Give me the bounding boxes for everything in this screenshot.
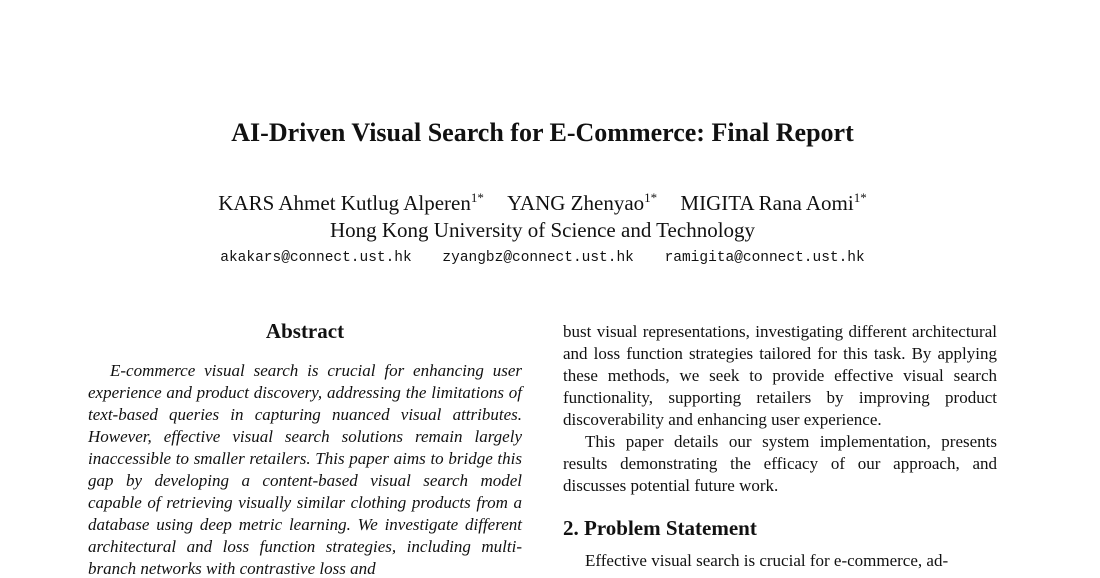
author-kars [218, 189, 484, 217]
section-heading-problem-statement: 2. Problem Statement [563, 516, 757, 540]
author-migita [680, 189, 866, 217]
author-list [0, 189, 1085, 217]
right-column [563, 321, 997, 572]
abstract-heading: Abstract [265, 319, 345, 343]
author-name: MIGITA Rana Aomi [680, 191, 854, 215]
author-mark: 1* [853, 190, 867, 205]
abstract-text: E-commerce visual search is crucial for enhancing user experience and product discovery, addressing the limitations of text-based queries in capturing nuanced visual attributes. However, effective visual search solutions remain largely inaccessible to smaller retailers. This paper aims to bridge this gap by developing a content-based visual search model capable of retrieving visually similar clothing products from a database using deep metric learning. We investigate different architectural and loss function strategies, including multi-branch networks with contrastive loss and [88, 361, 522, 578]
author-yang [507, 189, 657, 217]
email-kars: akakars@connect.ust.hk [220, 250, 412, 266]
email-migita: ramigita@connect.ust.hk [664, 250, 865, 266]
author-name: KARS Ahmet Kutlug Alperen [218, 191, 471, 215]
author-mark: 1* [470, 190, 484, 205]
problem-statement-paragraph: Effective visual search is crucial for e-commerce, ad- [585, 551, 949, 570]
left-column [88, 316, 522, 578]
affiliation: Hong Kong University of Science and Technology [329, 218, 756, 242]
author-name: YANG Zhenyao [507, 191, 645, 215]
author-mark: 1* [644, 190, 658, 205]
email-yang: zyangbz@connect.ust.hk [442, 250, 634, 266]
paper-title: AI-Driven Visual Search for E-Commerce: Final Report [231, 118, 854, 147]
email-list [0, 248, 1085, 268]
intro-paragraph-continued: bust visual representations, investigating different architectural and loss function strategies tailored for this task. By applying these methods, we seek to provide effective visual search functionality, supporting retailers by improving product discoverability and enhancing user experience. [563, 322, 997, 429]
intro-paragraph-summary: This paper details our system implementation, presents results demonstrating the efficacy of our approach, and discusses potential future work. [563, 432, 997, 495]
